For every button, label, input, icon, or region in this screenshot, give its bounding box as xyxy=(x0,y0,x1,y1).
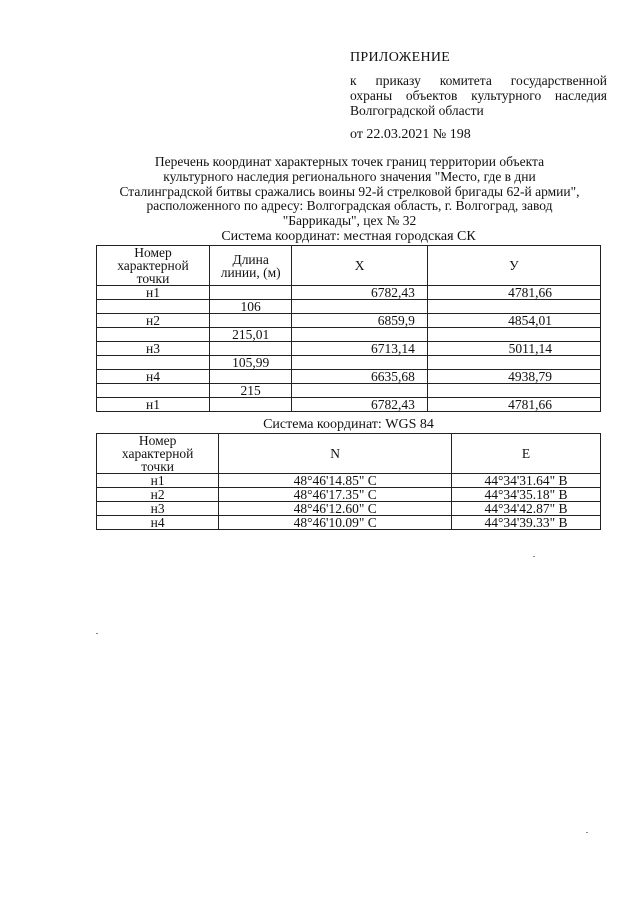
cell-x xyxy=(292,328,427,342)
order-date: от 22.03.2021 № 198 xyxy=(350,127,471,142)
local-coordinates-table xyxy=(96,245,601,412)
cell-point: н1 xyxy=(97,398,210,412)
table-header-row xyxy=(97,246,601,286)
scan-speck xyxy=(586,832,588,833)
cell-point: н3 xyxy=(97,502,219,516)
cell-x: 6782,43 xyxy=(292,286,427,300)
wgs-system-caption: Система координат: WGS 84 xyxy=(263,417,434,432)
cell-y: 4781,66 xyxy=(427,286,600,300)
table-row xyxy=(97,314,601,328)
cell-point: н4 xyxy=(97,370,210,384)
table-row xyxy=(97,370,601,384)
scan-speck xyxy=(533,556,535,557)
cell-x xyxy=(292,356,427,370)
cell-point xyxy=(97,300,210,314)
title-line-3: Сталинградской битвы сражались воины 92-й стрелковой бригады 62-й армии", xyxy=(119,183,580,199)
header-y: У xyxy=(427,246,600,286)
appendix-line-3: Волгоградской области xyxy=(350,103,484,118)
table-row xyxy=(97,398,601,412)
cell-y xyxy=(427,300,600,314)
scan-speck xyxy=(96,633,98,634)
table-row xyxy=(97,502,601,516)
cell-longitude: 44°34'42.87" В xyxy=(452,502,601,516)
cell-length xyxy=(209,342,291,356)
header-point-line-2: характерной xyxy=(117,258,189,273)
title-line-1: Перечень координат характерных точек границ территории объекта xyxy=(154,154,545,169)
cell-length: 106 xyxy=(209,300,291,314)
cell-x xyxy=(292,300,427,314)
cell-length: 215 xyxy=(209,384,291,398)
cell-longitude: 44°34'31.64" В xyxy=(452,474,601,488)
cell-longitude: 44°34'39.33" В xyxy=(452,516,601,530)
appendix-line-1: к приказу комитета государственной xyxy=(350,73,607,88)
table-row xyxy=(97,384,601,398)
header-point-line-3: точки xyxy=(136,271,170,286)
cell-point: н1 xyxy=(97,474,219,488)
header-x: X xyxy=(292,246,427,286)
header-length xyxy=(209,246,291,286)
header-e: E xyxy=(452,434,601,474)
table-row xyxy=(97,356,601,370)
cell-x: 6782,43 xyxy=(292,398,427,412)
cell-point: н3 xyxy=(97,342,210,356)
title-line-5: "Баррикады", цех № 32 xyxy=(282,213,417,229)
cell-point: н1 xyxy=(97,286,210,300)
cell-latitude: 48°46'17.35" С xyxy=(219,488,452,502)
cell-length: 215,01 xyxy=(209,328,291,342)
header-point-line-1: Номер xyxy=(138,433,177,448)
cell-latitude: 48°46'10.09" С xyxy=(219,516,452,530)
table-row xyxy=(97,516,601,530)
cell-x xyxy=(292,384,427,398)
table-row xyxy=(97,300,601,314)
table-row xyxy=(97,474,601,488)
cell-length xyxy=(209,398,291,412)
cell-point xyxy=(97,356,210,370)
cell-point xyxy=(97,328,210,342)
cell-y xyxy=(427,356,600,370)
cell-x: 6635,68 xyxy=(292,370,427,384)
cell-y: 4781,66 xyxy=(427,398,600,412)
table-row xyxy=(97,488,601,502)
header-length-line-2: линии, (м) xyxy=(220,264,281,280)
cell-y xyxy=(427,384,600,398)
cell-x: 6859,9 xyxy=(292,314,427,328)
cell-length xyxy=(209,286,291,300)
cell-length xyxy=(209,314,291,328)
table-row xyxy=(97,328,601,342)
cell-length: 105,99 xyxy=(209,356,291,370)
header-point-line-2: характерной xyxy=(121,446,194,461)
cell-x: 6713,14 xyxy=(292,342,427,356)
local-system-caption: Система координат: местная городская СК xyxy=(221,229,476,244)
cell-point xyxy=(97,384,210,398)
table-header-row xyxy=(97,434,601,474)
wgs-coordinates-table xyxy=(96,433,601,530)
header-length-line-1: Длина xyxy=(232,251,269,267)
header-point-line-3: точки xyxy=(141,459,174,474)
cell-latitude: 48°46'12.60" С xyxy=(219,502,452,516)
header-n: N xyxy=(219,434,452,474)
cell-y: 4938,79 xyxy=(427,370,600,384)
header-point xyxy=(97,434,219,474)
title-line-2: культурного наследия регионального значения "Место, где в дни xyxy=(163,168,536,184)
title-line-4: расположенного по адресу: Волгоградская область, г. Волгоград, завод xyxy=(146,198,553,214)
header-point xyxy=(97,246,210,286)
appendix-title: ПРИЛОЖЕНИЕ xyxy=(350,50,451,65)
cell-point: н2 xyxy=(97,314,210,328)
cell-point: н2 xyxy=(97,488,219,502)
cell-latitude: 48°46'14.85" С xyxy=(219,474,452,488)
cell-length xyxy=(209,370,291,384)
table-row xyxy=(97,342,601,356)
appendix-line-2: охраны объектов культурного наследия xyxy=(350,88,607,103)
cell-y: 5011,14 xyxy=(427,342,600,356)
cell-point: н4 xyxy=(97,516,219,530)
document-title xyxy=(92,155,607,229)
cell-y xyxy=(427,328,600,342)
appendix-order-reference xyxy=(350,73,607,118)
cell-y: 4854,01 xyxy=(427,314,600,328)
header-point-line-1: Номер xyxy=(134,245,172,260)
table-row xyxy=(97,286,601,300)
cell-longitude: 44°34'35.18" В xyxy=(452,488,601,502)
